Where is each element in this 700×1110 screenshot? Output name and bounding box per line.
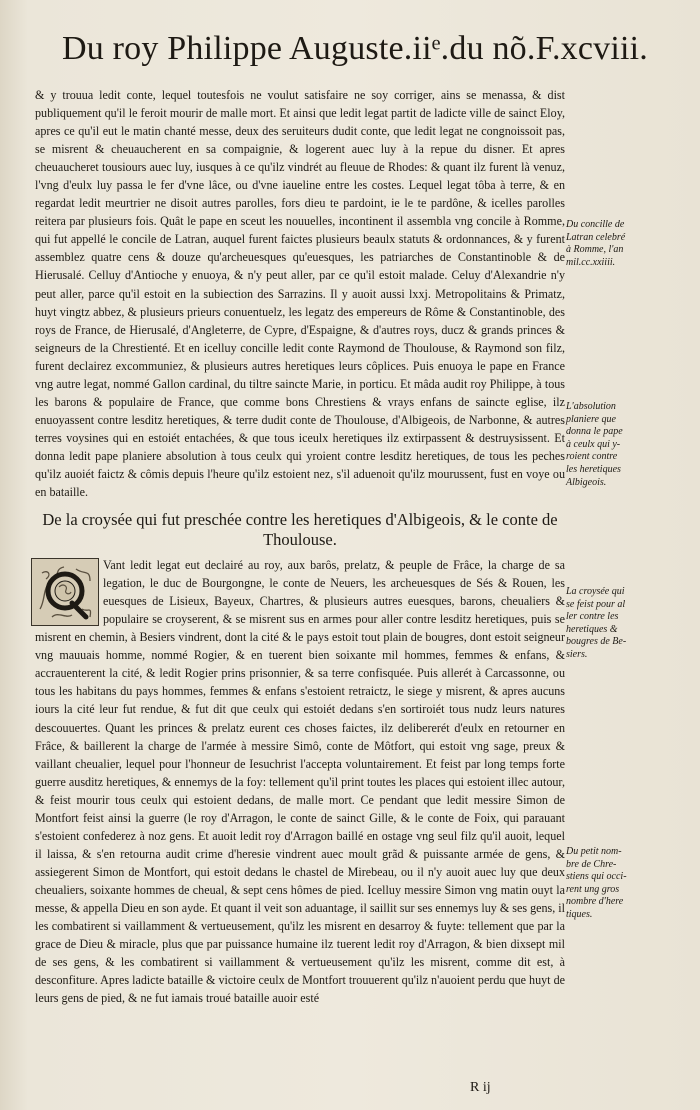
margin-note-line: se feist pour al xyxy=(566,598,626,610)
margin-note-line: roient contre xyxy=(566,451,618,463)
main-text-column xyxy=(35,86,565,1007)
margin-note-line: La croysée qui xyxy=(566,586,625,597)
body-paragraph-2: Vant ledit legat eut declairé au roy, aux barôs, prelatz, & peuple de Frâce, la charge de sa legation, le duc de Bourgongne, le conte de Neuers, les archeuesques de Sés & Rouen, les euesques de Lisieux, Bayeux, Chartres, & plusieurs autres euesques, barons, cheualiers & populaire se croyserent, & se misrent sus en armes pour aller contre lesditz heretiques, puis se misrent en chemin, à Besiers vindrent, dont la cité & le pays estoit tout plain de bougres, dont estoit seigneur vng mauuais homme, nommé Rogier, & en tuerent bien soixante mil hommes, femmes & enfans, & accrauenterent la cité, & ledit Rogier prins prisonnier, & sa terre confisquée. Puis allerét à Carcassonne, ou tous les habitans du pays hommes, femmes & enfans s'estoient retraictz, le siege y misrent, & apres aucuns iours la cité leur fut rendue, & fut dit que ceulx qui estoiét dedans s'en sortiroiét tous nudz leurs natures descouuertes. Quant les princes & prelatz eurent ces choses faictes, ilz delibererét d'eulx en retourner en Frâce, & baillerent la charge de l'armée à messire Simô, conte de Môtfort, qui estoit vng sage, preux & vaillant cheualier, lequel pour l'honneur de Iesuchrist l'accepta voluntairement. Et feist par long temps forte guerre ausditz heretiques, & ennemys de la foy: tellement qu'il print toutes les places qui estoient illec autour, & feist mourir tous ceulx qui estoient dedans, de malle mort. Ce pendant que ledit messire Simon de Montfort feist ainsi la guerre (le roy d'Arragon, le conte de sainct Gille, & le conte de Foix, qui parauant s'estoient confederez à noz gens. Et auoit ledit roy d'Arragon baillé en ostage vng seul filz qu'il auoit, lequel il laissa, & s'en retourna audit crime d'heresie vindrent auec moult grãd & puissante armée de gens, & assiegerent Simon de Montfort, qui estoit dedans le chastel de Mirebeau, ou il n'y auoit auec luy que deux cheualiers, soixante hommes de cheual, & sept cens hômes de pied. Icelluy messire Simon vng matin ouyt la messe, & appella Dieu en son ayde. Et quant il veit son aduantage, il saillit sur ses ennemys luy & ses gens, il les combatirent si vaillamment & vertueusement, qu'ilz les misrent en desarroy & fuyte: tellement que par la grace de Dieu & miracle, plus que par puissance humaine ilz tuerent ledit roy d'Arragon, & bien dixsept mil de ses gens, & les combatirent si vaillamment & vertueusement qu'ilz les misrent, comme dit est, à desconfiture. Apres ladicte bataille & victoire ceulx de Montfort trouuerent qu'ilz n'auoient perdu que huyt de leurs gens de pied, & ne fut iamais troué bataille auoir esté xyxy=(35,558,566,1006)
running-header xyxy=(62,30,648,80)
margin-note-absolution xyxy=(566,401,690,489)
folio-number: F.xcviii. xyxy=(535,30,648,67)
margin-note-small-number xyxy=(566,846,690,922)
margin-note-line: Du concille de xyxy=(566,219,625,230)
margin-note-line: ler contre les xyxy=(566,611,619,623)
body-paragraph-2-block xyxy=(35,556,565,1007)
margin-note-line: siers. xyxy=(566,648,588,660)
margin-note-line: bougres de Be- xyxy=(566,636,627,648)
signature-mark: R ij xyxy=(470,1080,491,1095)
margin-note-line: Albigeois. xyxy=(566,476,607,488)
margin-note-line: à Romme, l'an xyxy=(566,244,624,256)
margin-note-line: les heretiques xyxy=(566,463,621,475)
margin-note-crusade xyxy=(566,586,690,662)
margin-note-line: planiere que xyxy=(566,413,616,425)
margin-note-line: nombre d'here xyxy=(566,896,624,908)
section-heading: De la croysée qui fut preschée contre les heretiques d'Albigeois, & le conte de Thoulouse. xyxy=(42,510,558,550)
margin-note-council-of-latran xyxy=(566,219,690,269)
margin-notes xyxy=(566,0,696,1110)
margin-note-line: tiques. xyxy=(566,908,593,920)
margin-note-line: rent ung gros xyxy=(566,883,620,895)
margin-note-line: heretiques & xyxy=(566,623,618,635)
margin-note-line: stiens qui occi- xyxy=(566,871,627,883)
body-paragraph-1: & y trouua ledit conte, lequel toutesfois ne voulut satisfaire ne soy corriger, ains se menassa, & dist publiquement qu'il le feroit mourir de malle mort. Et ainsi que ledit legat partit de ladicte ville de sainct Eloy, apres ce qu'il eut le matin chanté messe, deux des seruiteurs dudit conte, que ledit legat ne congnoissoit pas, se misrent & cheuaucherent en sa compaignie, & logerent auec luy à la repue du disner. Et apres cheuaucheret tousiours auec luy, iusques à ce qu'ilz vindrét au fleuue de Rhodes: & quant ilz furent là venuz, l'vng d'eulx luy passa le fer d'vne lâce, ou d'vne iaueline entre les costes. Lequel legat tôba à terre, & en regardat ledit meurtrier ne disoit autres parolles, fors dieu te pardoint, ie le te pardône, & icelles parolles reitera par plusieurs fois. Quât le pape en sceut les nouuelles, incontinent il assembla vng concile à Romme, qui fut appellé le concile de Latran, auquel furent faictes plusieurs beaulx statuts & ordonnances, & y furent assemblez quatre cens & douze qu'archeuesques qu'euesques, les patriarches de Constantinoble & de Hierusalé. Celluy d'Antioche y enuoya, & n'y peut aller, par ce qu'il estoit malade. Celuy d'Alexandrie n'y peut aller, parce qu'il estoit en la subiection des Sarrazins. Il y auoit aussi lxxj. Metropolitains & Primatz, huyt vingtz abbez, & plusieurs prieurs conuentuelz, les legatz des empereurs de Rôme & Constantinoble, des roys de France, de Hierusalé, d'Angleterre, de Cypre, d'Espaigne, & d'autres roys, ducz & grands princes & seigneurs de la Chrestienté. Et en icelluy concille ledit conte Raymond de Thoulouse, & Raymond son filz, furent declairez excommuniez, & plusieurs autres heretiques leurs côplices. Puis enuoya le pape en France vng autre legat, nommé Gallon cardinal, du tiltre saincte Marie, in porticu. Et mâda audit roy Philippe, à tous les barons & populaire de France, que comme bons Chrestiens & vrays enfans de saincte eglise, ilz enuoyassent contre lesditz heretiques, & terre dudit conte de Thoulouse, d'Albigeois, de Narbonne, & autres terres voysines qui en estoiét entachées, & que tous iceulx heretiques ilz extirpassent & destruysissent. Et donna ledit pape planiere absolution à tous ceulx qui yroient contre lesditz heretiques, de tous les peches qu'ilz auoiét faictz & cômis depuis l'heure qu'ilz estoient nez, s'il aduenoit qu'ilz mourussent, fust en voye ou en bataille. xyxy=(35,88,565,500)
margin-note-line: L'absolution xyxy=(566,401,616,412)
margin-note-line: Latran celebré xyxy=(566,231,626,243)
margin-note-line: donna le pape xyxy=(566,426,623,438)
decorated-initial-q xyxy=(31,558,99,626)
margin-note-line: bre de Chre- xyxy=(566,858,617,870)
margin-note-line: à ceulx qui y- xyxy=(566,438,621,450)
margin-note-line: mil.cc.xxiiii. xyxy=(566,256,616,268)
margin-note-line: Du petit nom- xyxy=(566,846,622,857)
running-title: Du roy Philippe Auguste.iiᵉ.du nõ. xyxy=(62,30,536,67)
